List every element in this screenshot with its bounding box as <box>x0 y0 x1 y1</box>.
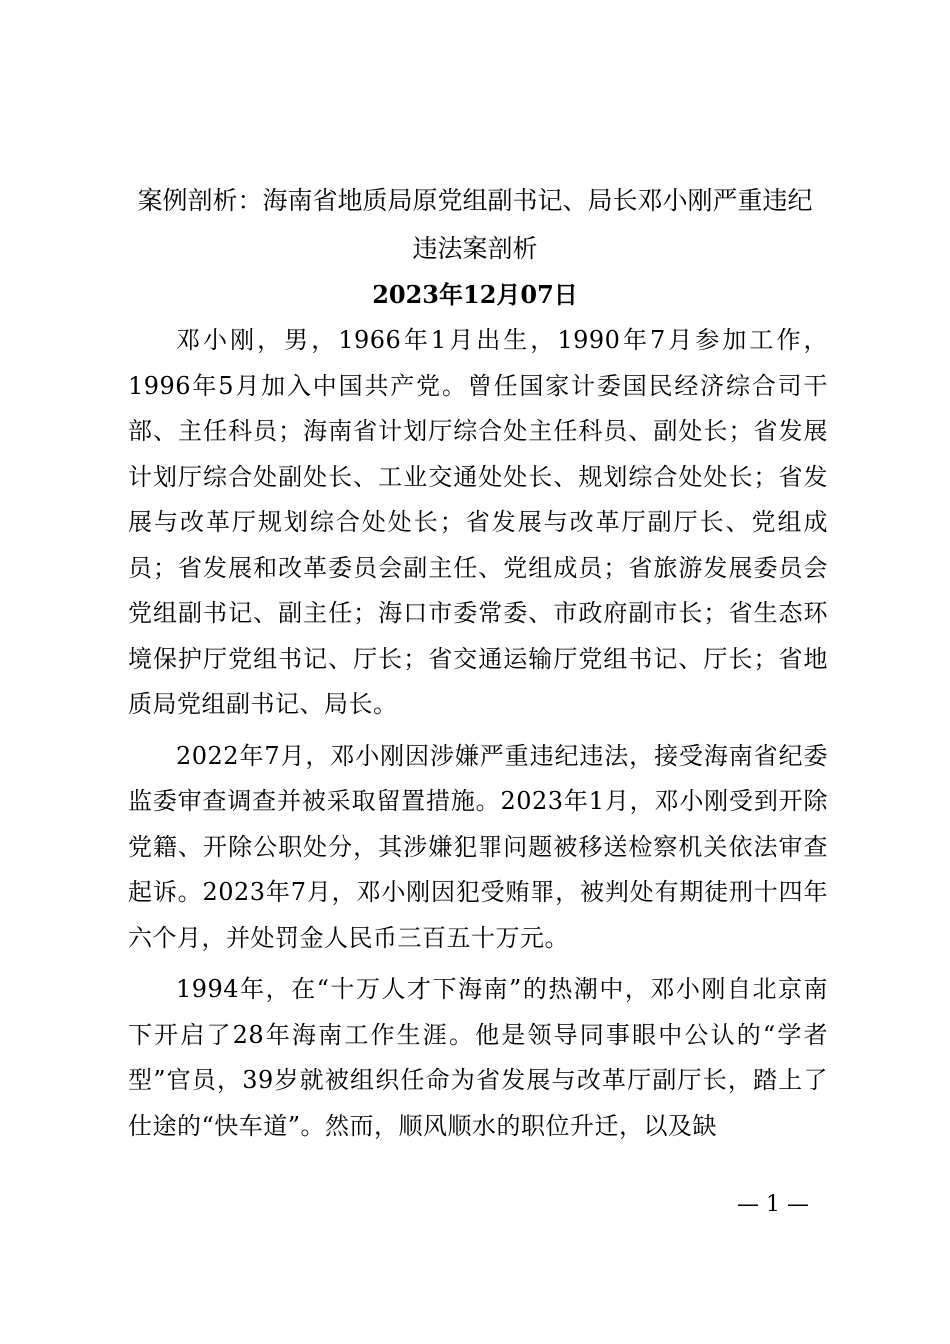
paragraph-investigation: 2022年7月，邓小刚因涉嫌严重违纪违法，接受海南省纪委监委审查调查并被采取留置措施。2023年1月，邓小刚受到开除党籍、开除公职处分，其涉嫌犯罪问题被移送检察机关依法审查起诉。2023年7月，邓小刚因犯受贿罪，被判处有期徒刑十四年六个月，并处罚金人民币三百五十万元。 <box>128 741 828 952</box>
page-number: — 1 — <box>737 1192 809 1217</box>
publication-date: 2023年12月07日 <box>372 280 578 309</box>
paragraph-career: 1994年，在“十万人才下海南”的热潮中，邓小刚自北京南下开启了28年海南工作生涯。他是领导同事眼中公认的“学者型”官员，39岁就被组织任命为省发展与改革厅副厅长，踏上了仕途的“快车道”。然而，顺风顺水的职位升迁，以及缺 <box>128 975 828 1140</box>
document-title-line-2: 违法案剖析 <box>412 234 538 263</box>
document-title-line-1: 案例剖析：海南省地质局原党组副书记、局长邓小刚严重违纪 <box>137 186 813 215</box>
article-body <box>128 318 828 1155</box>
paragraph-biography: 邓小刚，男，1966年1月出生，1990年7月参加工作，1996年5月加入中国共产党。曾任国家计委国民经济综合司干部、主任科员；海南省计划厅综合处主任科员、副处长；省发展计划厅综合处副处长、工业交通处处长、规划综合处处长；省发展与改革厅规划综合处处长；省发展与改革厅副厅长、党组成员；省发展和改革委员会副主任、党组成员；省旅游发展委员会党组副书记、副主任；海口市委常委、市政府副市长；省生态环境保护厅党组书记、厅长；省交通运输厅党组书记、厅长；省地质局党组副书记、局长。 <box>128 326 828 718</box>
